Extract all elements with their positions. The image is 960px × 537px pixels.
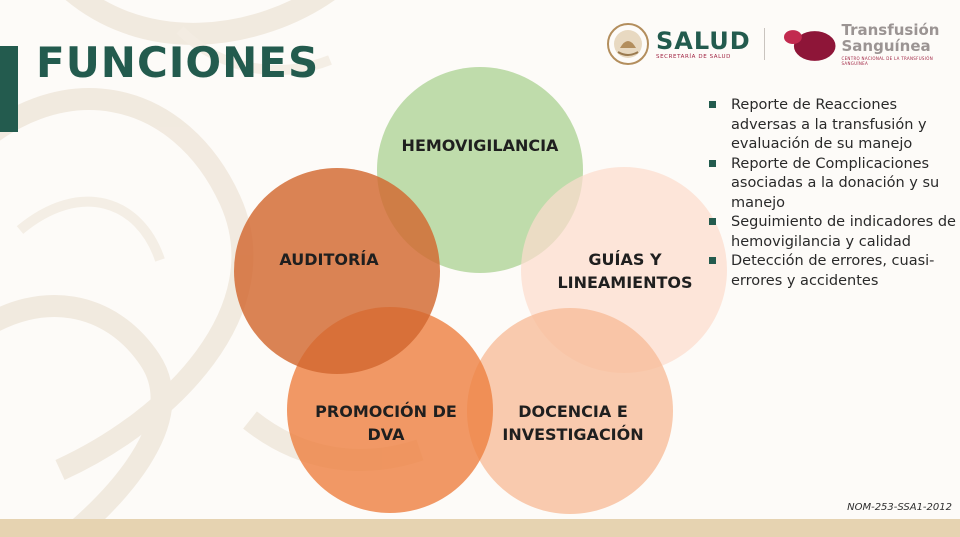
circle-auditoria bbox=[234, 168, 440, 374]
slide-title: FUNCIONES bbox=[36, 38, 320, 87]
bullet-text: Seguimiento de indicadores de hemovigilancia y calidad bbox=[731, 214, 956, 250]
bullet-square-icon bbox=[709, 101, 716, 108]
label-hemovigilancia bbox=[380, 134, 580, 157]
salud-logo bbox=[606, 20, 751, 68]
label-line: HEMOVIGILANCIA bbox=[401, 136, 559, 155]
bullet-text: Reporte de Reacciones adversas a la transfusión y evaluación de su manejo bbox=[731, 97, 927, 152]
label-line: PROMOCIÓN DE bbox=[315, 402, 457, 421]
transfusion-logo bbox=[782, 22, 960, 66]
bullet-square-icon bbox=[709, 218, 716, 225]
bullet-text: Reporte de Complicaciones asociadas a la donación y su manejo bbox=[731, 155, 940, 211]
label-auditoria bbox=[255, 248, 403, 271]
label-line: GUÍAS Y bbox=[588, 250, 662, 269]
transfusion-logo-line2: Sanguínea bbox=[841, 37, 931, 55]
salud-logo-subtitle: SECRETARÍA DE SALUD bbox=[656, 54, 732, 60]
salud-logo-name: SALUD bbox=[656, 27, 751, 55]
label-docencia-investigacion bbox=[486, 400, 660, 446]
footer-strip bbox=[0, 519, 960, 537]
label-line: INVESTIGACIÓN bbox=[502, 425, 644, 444]
logo-divider bbox=[764, 28, 765, 60]
bullet-square-icon bbox=[709, 160, 716, 167]
bullet-item bbox=[704, 96, 958, 155]
transfusion-logo-subtitle: CENTRO NACIONAL DE LA TRANSFUSIÓN SANGUÍNEA bbox=[841, 56, 933, 66]
bullet-item bbox=[704, 155, 958, 214]
coat-of-arms-icon bbox=[606, 22, 650, 66]
label-line: AUDITORÍA bbox=[279, 250, 379, 269]
blood-drop-icon bbox=[782, 24, 838, 64]
norm-reference: NOM-253-SSA1-2012 bbox=[847, 502, 952, 513]
label-line: LINEAMIENTOS bbox=[557, 273, 693, 292]
bullet-item bbox=[704, 252, 958, 291]
title-accent-bar bbox=[0, 46, 18, 132]
transfusion-logo-line1: Transfusión bbox=[841, 21, 940, 39]
bullet-item bbox=[704, 213, 958, 252]
label-guias-lineamientos bbox=[540, 248, 710, 294]
label-line: DOCENCIA E bbox=[518, 402, 628, 421]
bullet-text: Detección de errores, cuasi-errores y accidentes bbox=[731, 253, 935, 289]
label-line: DVA bbox=[367, 425, 405, 444]
bullet-square-icon bbox=[709, 257, 716, 264]
label-promocion-dva bbox=[300, 400, 472, 446]
functions-bullet-list bbox=[704, 96, 958, 291]
